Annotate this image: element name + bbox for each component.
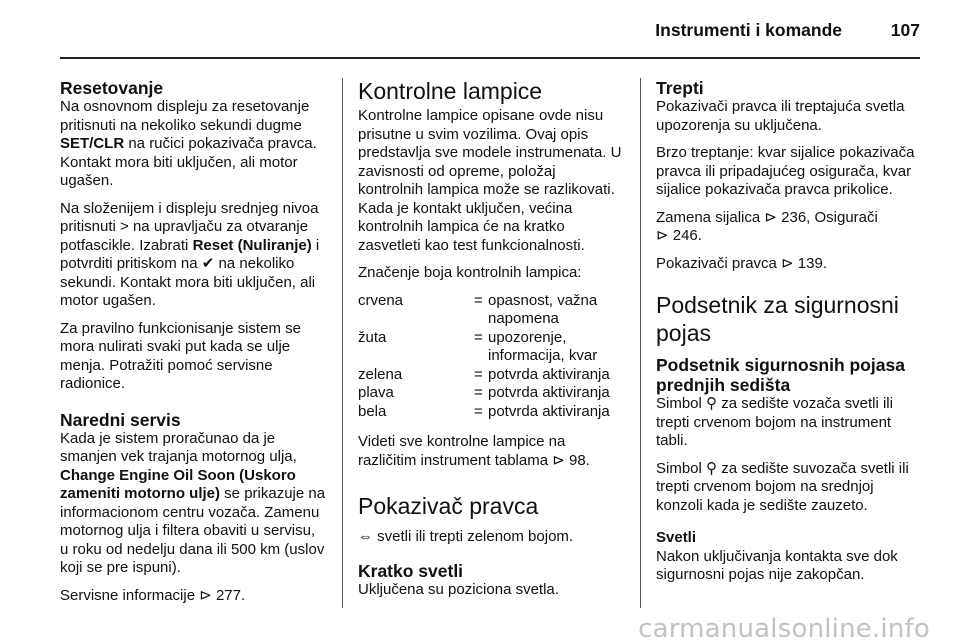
column-1 [60,78,326,614]
table-row [358,366,624,385]
table-cell-meaning: potvrda aktiviranja [488,402,610,420]
text: Kada je sistem proračunao da je smanjen vek trajanja motornog ulja, [60,429,297,465]
section-heading-reset: Resetovanje [60,78,164,98]
front-paragraph-2 [656,460,922,516]
page-reference-arrow-icon: ⊳ [781,254,794,272]
page-reference: 139. [793,254,828,272]
flash-paragraph-1: Pokazivači pravca ili treptajuća svetla upozorenja su uključena. [656,98,905,134]
text: Pokazivači pravca [656,254,782,272]
column-2 [358,78,624,608]
page-number: 107 [890,20,920,40]
text: Videti sve kontrolne lampice na različitim instrument tablama [358,433,566,469]
flash-paragraph-2: Brzo treptanje: kvar sijalice pokazivača pravca ili pripadajućeg osigurača, kvar sijalice pokazivača pravca prikolice. [656,144,915,198]
column-divider-2 [640,78,641,608]
page-reference-arrow-icon: ⊳ [656,227,669,244]
page-reference: 277. [211,586,246,604]
section-heading-flash: Trepti [656,78,704,98]
lights-paragraph-1: Nakon uključivanja kontakta sve dok sigurnosni pojas nije zakopčan. [656,547,898,583]
table-row [358,403,624,422]
message-change-oil: Change Engine Oil Soon (Uskoro zameniti motorno ulje) [60,466,296,502]
text: za sedište vozača svetli ili trepti crvenom bojom na instrument tabli. [656,395,893,449]
turn-signal-icon: ⇔ [358,528,373,545]
table-row [358,292,624,329]
table-row [358,329,624,366]
seatbelt-driver-icon: ⚲ [706,395,718,412]
table-cell-meaning: opasnost, važna napomena [488,291,598,327]
section-heading-brief: Kratko svetli [358,560,464,581]
table-row [358,384,624,403]
turn-paragraph-1 [358,528,624,547]
front-paragraph-1 [656,395,922,451]
text: Servisne informacije [60,586,200,604]
text: Simbol [656,395,707,412]
section-heading-seatbelt: Podsetnik za sigurnosni pojas [656,292,899,346]
button-name-set-clr: SET/CLR [60,135,125,152]
header-rule [60,57,920,59]
text: Simbol [656,459,707,477]
text: na upravljaču za otvaranje potfascikle. Izabrati [60,218,309,254]
section-heading-lights: Svetli [656,529,697,546]
reset-paragraph-3: Za pravilno funkcionisanje sistem se mora nulirati svaki put kada se ulje menja. Potražiti pomoć servisne radionice. [60,319,301,392]
section-heading-lamps: Kontrolne lampice [358,78,543,104]
text: i potvrditi pritiskom na [60,236,320,272]
flash-paragraph-3 [656,209,922,246]
color-meaning-table [358,292,624,422]
page-reference-arrow-icon: ⊳ [764,208,777,226]
column-3 [656,78,922,594]
table-cell-eq: = [474,384,483,401]
text: se prikazuje na informacionom centru vozača. Zamenu motornog ulja i filtera obaviti u servisu, u roku od nedelju dana ili 500 km (uslov koji se pre ispuni). [60,485,326,576]
table-cell-color: crvena [358,291,404,309]
service-paragraph-2 [60,587,326,606]
page-reference-arrow-icon: ⊳ [199,586,212,604]
text: Na osnovnom displeju za resetovanje pritisnuti na nekoliko sekundi dugme [60,98,310,134]
greater-than-icon: > [120,218,129,235]
text: za sedište suvozača svetli ili trepti crvenom bojom na srednjoj konzoli kada je sedište zauzeto. [656,459,909,514]
table-cell-color: plava [358,384,394,401]
table-cell-meaning: potvrda aktiviranja [488,365,610,383]
lamps-paragraph-2: Značenje boja kontrolnih lampica: [358,264,582,281]
seatbelt-passenger-icon: ⚲ [706,459,718,477]
reset-paragraph-1 [60,98,326,191]
reset-paragraph-2 [60,200,326,311]
text: Na složenijem i displeju srednjeg nivoa pritisnuti [60,199,319,235]
text: na ručici pokazivača pravca. Kontakt mora biti uključen, ali motor ugašen. [60,135,317,189]
lamps-paragraph-1: Kontrolne lampice opisane ovde nisu prisutne u svim vozilima. Ovaj opis predstavlja sve modele instrumenata. U zavisnosti od opreme, položaj kontrolnih lampica može se razlikovati. Kada je kontakt uključen, većina kontrolnih lampica će na kratko zasvetleti kao test funkcionalnosti. [358,107,622,254]
page-reference: 246. [668,227,702,244]
page-reference: 98. [564,451,590,469]
checkmark-icon: ✔ [201,255,215,272]
table-cell-meaning: upozorenje, informacija, kvar [488,328,598,364]
page-reference-arrow-icon: ⊳ [552,451,565,469]
table-cell-color: žuta [358,328,387,346]
lamps-paragraph-3 [358,433,624,470]
section-heading-service: Naredni servis [60,409,181,430]
menu-name-reset: Reset (Nuliranje) [192,236,312,254]
table-cell-color: zelena [358,365,403,383]
text: svetli ili trepti zelenom bojom. [373,528,574,545]
brief-paragraph-1: Uključena su poziciona svetla. [358,580,559,598]
text: na nekoliko sekundi. Kontakt mora biti uključen, ali motor ugašen. [60,255,316,309]
watermark: carmanualsonline.info [638,614,930,644]
section-heading-front-seats: Podsetnik sigurnosnih pojasa prednjih sedišta [656,355,905,395]
table-cell-eq: = [474,291,483,309]
table-cell-eq: = [474,365,483,383]
table-cell-eq: = [474,328,483,346]
service-paragraph-1 [60,430,326,578]
flash-paragraph-4 [656,255,922,274]
table-cell-color: bela [358,402,387,420]
page-reference: 236, Osigurači [776,208,878,226]
table-cell-eq: = [474,402,483,420]
running-header-title: Instrumenti i komande [655,20,842,40]
table-cell-meaning: potvrda aktiviranja [488,384,610,401]
column-divider-1 [342,78,343,608]
text: Zamena sijalica [656,208,765,226]
section-heading-turn-signal: Pokazivač pravca [358,493,539,519]
